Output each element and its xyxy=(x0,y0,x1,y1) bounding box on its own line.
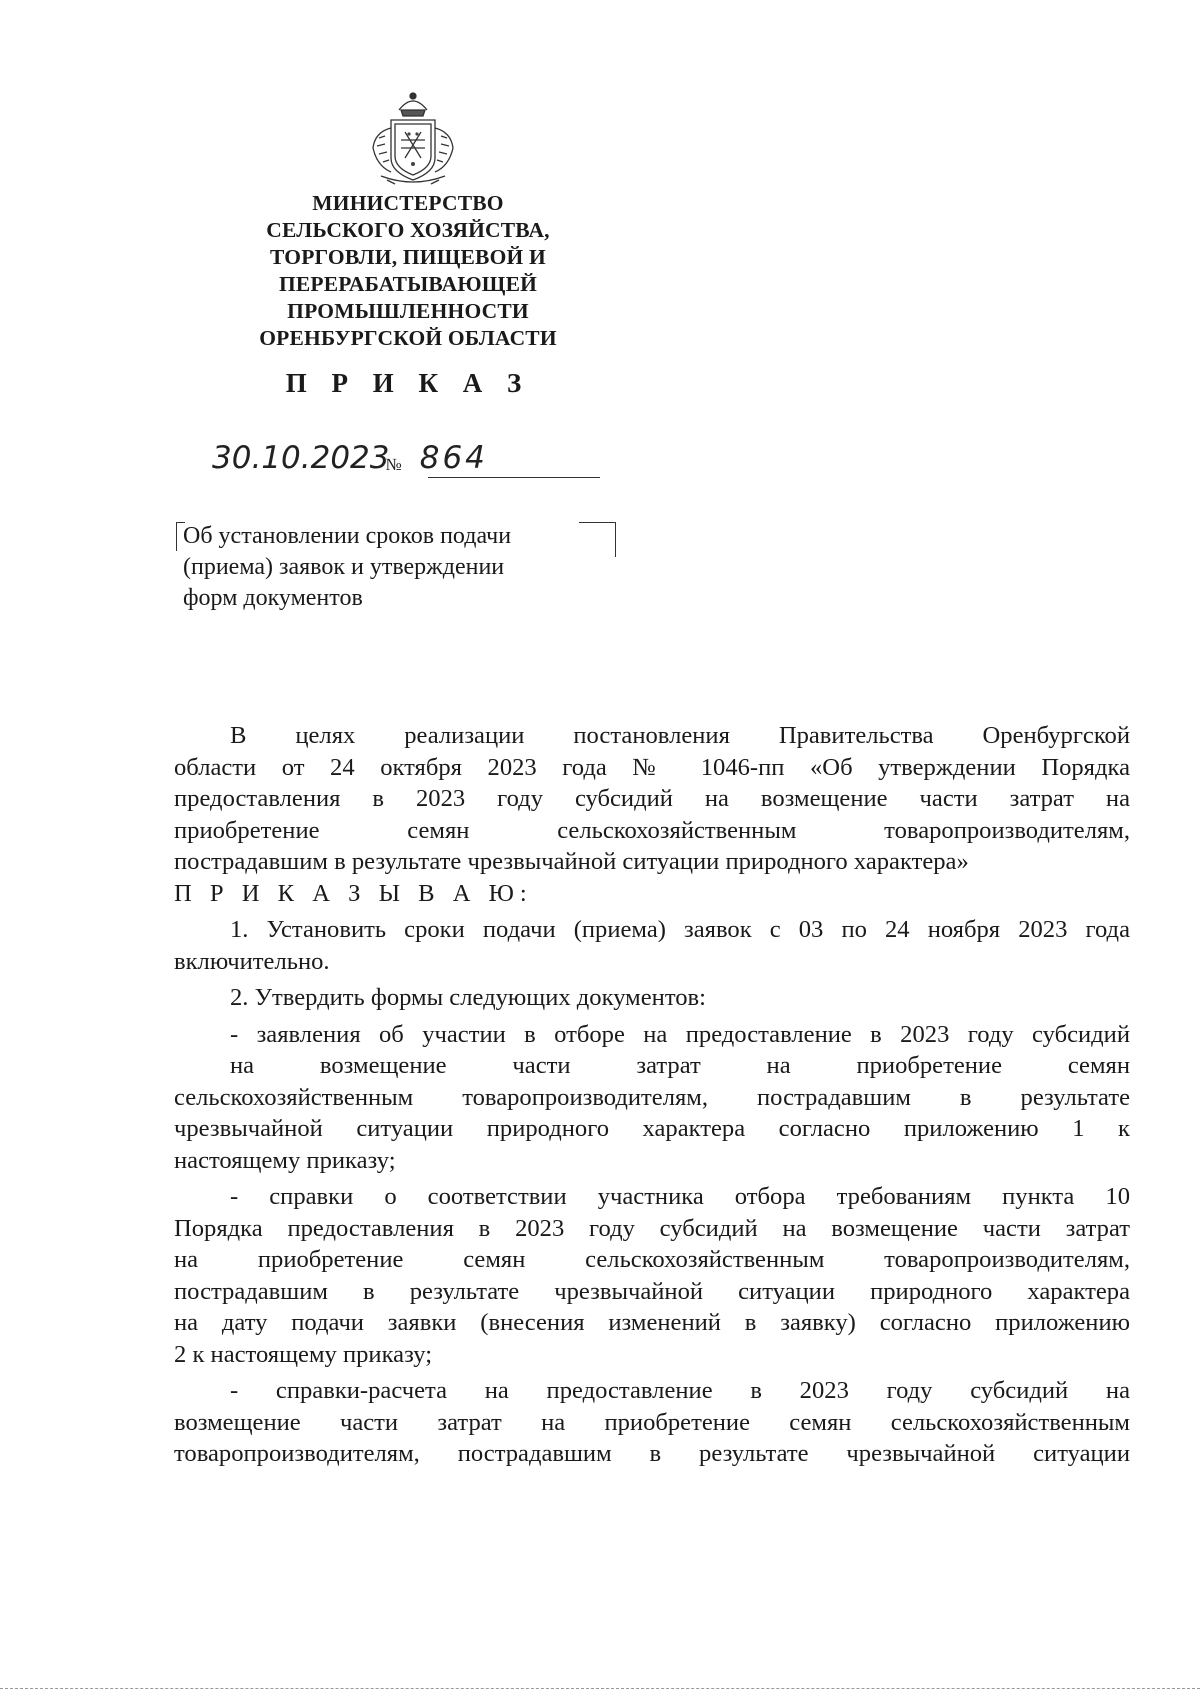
text-line: 2 к настоящему приказу; xyxy=(174,1340,433,1368)
text-line: включительно. xyxy=(174,947,330,975)
item-1-paragraph xyxy=(174,914,1130,977)
subject-line: форм документов xyxy=(183,585,363,611)
item-2a-paragraph xyxy=(174,1019,1130,1177)
text-line: предоставления в 2023 году субсидий на возмещение части затрат на xyxy=(174,785,1130,812)
handwritten-date: 30.10.2023 xyxy=(212,440,390,476)
text-line: - справки о соответствии участника отбора требованиям пункта 10 xyxy=(230,1183,1130,1210)
text-line: сельскохозяйственным товаропроизводителям, пострадавшим в результате xyxy=(174,1083,1130,1111)
number-sign: № xyxy=(385,455,402,474)
handwritten-number: 864 xyxy=(419,440,488,476)
page-bottom-edge xyxy=(0,1688,1200,1689)
item-2-title: 2. Утвердить формы следующих документов: xyxy=(230,984,706,1011)
ministry-line: ТОРГОВЛИ, ПИЩЕВОЙ И xyxy=(270,245,546,269)
ministry-line: ПЕРЕРАБАТЫВАЮЩЕЙ xyxy=(278,272,538,296)
item-2b-paragraph xyxy=(174,1181,1130,1370)
text-line: товаропроизводителям, пострадавшим в результате чрезвычайной ситуации xyxy=(174,1440,1130,1467)
ministry-line: ПРОМЫШЛЕННОСТИ xyxy=(287,299,529,323)
text-line: Порядка предоставления в 2023 году субсидий на возмещение части затрат xyxy=(174,1214,1130,1242)
subject-line: (приема) заявок и утверждении xyxy=(183,554,505,580)
document-type-title: П Р И К А З xyxy=(285,368,531,398)
text-line: приобретение семян сельскохозяйственным товаропроизводителям, xyxy=(174,816,1130,844)
ministry-line: СЕЛЬСКОГО ХОЗЯЙСТВА, xyxy=(266,218,550,242)
preamble-paragraph xyxy=(174,720,1130,878)
coat-of-arms-emblem xyxy=(365,88,461,186)
text-line: на приобретение семян сельскохозяйственным товаропроизводителям, xyxy=(174,1246,1130,1273)
text-line: В целях реализации постановления Правительства Оренбургской xyxy=(230,722,1130,749)
ministry-line: МИНИСТЕРСТВО xyxy=(312,191,504,215)
number-underline xyxy=(428,477,600,478)
text-line: области от 24 октября 2023 года № 1046-пп «Об утверждении Порядка xyxy=(174,753,1130,781)
text-line: возмещение части затрат на приобретение семян сельскохозяйственным xyxy=(174,1408,1130,1436)
ministry-line: ОРЕНБУРГСКОЙ ОБЛАСТИ xyxy=(259,326,557,350)
ministry-name xyxy=(222,190,594,352)
text-line: - заявления об участии в отборе на предоставление в 2023 году субсидий xyxy=(230,1020,1130,1048)
date-number-line xyxy=(212,440,488,476)
text-line: пострадавшим в результате чрезвычайной ситуации природного характера xyxy=(174,1277,1130,1305)
text-line: на дату подачи заявки (внесения изменений в заявку) согласно приложению xyxy=(174,1309,1130,1336)
document-body xyxy=(174,720,1130,1470)
document-subject xyxy=(183,521,613,614)
item-2c-paragraph xyxy=(174,1375,1130,1470)
text-line: чрезвычайной ситуации природного характера согласно приложению 1 к xyxy=(174,1115,1130,1142)
subject-line: Об установлении сроков подачи xyxy=(183,523,512,549)
text-line: пострадавшим в результате чрезвычайной ситуации природного характера» xyxy=(174,848,969,875)
text-line: на возмещение части затрат на приобретение семян xyxy=(230,1052,1130,1079)
order-word: П Р И К А З Ы В А Ю: xyxy=(174,879,533,907)
text-line: настоящему приказу; xyxy=(174,1146,396,1174)
text-line: - справки-расчета на предоставление в 2023 году субсидий на xyxy=(230,1377,1130,1404)
text-line: 1. Установить сроки подачи (приема) заявок с 03 по 24 ноября 2023 года xyxy=(230,916,1130,943)
